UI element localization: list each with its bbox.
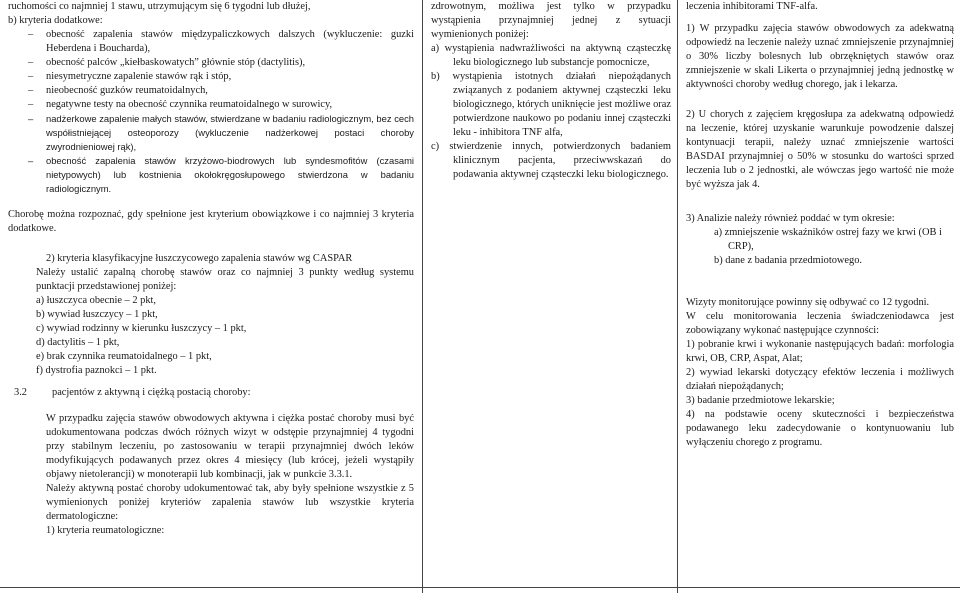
bullet-item: – obecność zapalenia stawów krzyżowo-biodrowych lub syndesmofitów (czasami nietypowych) lub kostnienia okołokręgosłupowego stwierdzona w badaniu radiologicznym.: [8, 154, 414, 196]
caspar-intro: Należy ustalić zapalną chorobę stawów oraz co najmniej 3 punkty według systemu punktacji przedstawionej poniżej:: [36, 267, 414, 292]
caspar-heading: [8, 252, 414, 266]
monitoring-item: 4) na podstawie oceny skuteczności i bezpieczeństwa podawanego leku zadecydowanie o kontynuowaniu lub wyłączeniu chorego z programu.: [686, 409, 954, 448]
monitoring-intro: W celu monitorowania leczenia świadczeniodawca jest zobowiązany wykonać następujące czynności:: [686, 311, 954, 336]
section-number: 3.2: [14, 387, 27, 398]
bullet-item: – obecność palców „kiełbaskowatych” głównie stóp (dactylitis),: [8, 56, 414, 70]
middle-intro: zdrowotnym, możliwa jest tylko w przypadku wystąpienia przynajmniej jednej z sytuacji wymienionych poniżej:: [431, 1, 671, 40]
analysis-heading: 3) Analizie należy również poddać w tym okresie:: [686, 213, 895, 224]
caspar-item: f) dystrofia paznokci – 1 pkt.: [36, 365, 157, 376]
section-3-2-paragraph-2: Należy aktywną postać choroby udokumentować tak, aby były spełnione wszystkie z 5 wymienionych poniżej kryteriów zapalenia stawów lub wszystkie kryteria dermatologiczne:: [46, 483, 414, 522]
rheumatologic-criteria-heading: 1) kryteria reumatologiczne:: [46, 525, 165, 536]
bullet-item: – nadżerkowe zapalenie małych stawów, stwierdzane w badaniu radiologicznym, bez cech współistniejącej osteoporozy (wykluczenie nadżerkowej postaci choroby zwyrodnieniowej rąk),: [8, 112, 414, 154]
right-top-line: leczenia inhibitorami TNF-alfa.: [686, 1, 818, 12]
middle-item-a: a) wystąpienia nadwrażliwości na aktywną cząsteczkę leku biologicznego lub substancje pomocnicze,: [431, 43, 671, 68]
section-title: pacjentów z aktywną i ciężką postacią choroby:: [52, 387, 251, 398]
section-3-2-heading: [8, 386, 414, 400]
caspar-title: kryteria klasyfikacyjne łuszczycowego zapalenia stawów wg CASPAR: [57, 253, 353, 264]
left-column: [0, 0, 420, 538]
caspar-item: d) dactylitis – 1 pkt,: [36, 337, 120, 348]
monitoring-frequency: Wizyty monitorujące powinny się odbywać co 12 tygodni.: [686, 297, 930, 308]
caspar-item: a) łuszczyca obecnie – 2 pkt,: [36, 295, 157, 306]
analysis-item-a: a) zmniejszenie wskaźników ostrej fazy we krwi (OB i CRP),: [714, 227, 942, 252]
top-line: ruchomości co najmniej 1 stawu, utrzymującym się 6 tygodni lub dłużej,: [8, 1, 311, 12]
right-column: [678, 0, 960, 450]
caspar-item: e) brak czynnika reumatoidalnego – 1 pkt,: [36, 351, 212, 362]
bullet-item: – niesymetryczne zapalenie stawów rąk i stóp,: [8, 70, 414, 84]
bottom-rule: [0, 587, 960, 588]
bullet-item: – obecność zapalenia stawów międzypaliczkowych dalszych (wykluczenie: guzki Heberdena i Boucharda),: [8, 28, 414, 56]
monitoring-item: 2) wywiad lekarski dotyczący efektów leczenia i możliwych działań niepożądanych;: [686, 367, 954, 392]
monitoring-item: 1) pobranie krwi i wykonanie następujących badań: morfologia krwi, OB, CRP, Aspat, Alat;: [686, 339, 954, 364]
monitoring-item: 3) badanie przedmiotowe lekarskie;: [686, 395, 835, 406]
middle-column: [422, 0, 678, 593]
section-3-2-paragraph: W przypadku zajęcia stawów obwodowych aktywna i ciężka postać choroby musi być udokumentowana podczas dwóch różnych wizyt w odstępie przynajmniej 4 tygodni przy stabilnym leczeniu, po zastosowaniu w terapii przynajmniej dwóch leków modyfikujących podawanych przez okres 4 miesięcy (lub krócej, jeżeli wystąpiły objawy nietolerancji) w monoterapii lub kombinacji, jak w punkcie 3.3.1.: [46, 413, 414, 480]
response-paragraph-1: 1) W przypadku zajęcia stawów obwodowych za adekwatną odpowiedź na leczenie należy uznać zmniejszenie przynajmniej o 30% liczby bolesnych lub obrzękniętych stawów oraz zmniejszenie w skali Likerta o przynajmniej jedną jednostkę w aktywności choroby według chorego, jak i lekarza.: [686, 23, 954, 90]
caspar-item: c) wywiad rodzinny w kierunku łuszczycy – 1 pkt,: [36, 323, 247, 334]
bullet-item: – nieobecność guzków reumatoidalnych,: [8, 84, 414, 98]
middle-item-c: c) stwierdzenie innych, potwierdzonych badaniem klinicznym pacjenta, przeciwwskazań do podawania aktywnej cząsteczki leku biologicznego.: [431, 141, 671, 180]
middle-item-b: b) wystąpienia istotnych działań niepożądanych związanych z podaniem aktywnej cząsteczki leku biologicznego, których uniknięcie jest możliwe oraz potwierdzone naukowo po podaniu innej cząsteczki leku - inhibitora TNF alfa,: [431, 71, 671, 138]
analysis-item-b: b) dane z badania przedmiotowego.: [714, 255, 863, 266]
response-paragraph-2: 2) U chorych z zajęciem kręgosłupa za adekwatną odpowiedź na leczenie, której uzyskanie warunkuje powodzenie dalszej kontynuacji terapii, należy uznać zmniejszenie wartości BASDAI przynajmniej o 50% w stosunku do wartości sprzed leczenia lub o 2 jednostki, ale wówczas jego wartość nie może być wyższa jak 4.: [686, 109, 954, 190]
criteria-b-heading: b) kryteria dodatkowe:: [8, 15, 103, 26]
caspar-item: b) wywiad łuszczycy – 1 pkt,: [36, 309, 158, 320]
diagnosis-paragraph: Chorobę można rozpoznać, gdy spełnione jest kryterium obowiązkowe i co najmniej 3 kryteria dodatkowe.: [8, 209, 414, 234]
bullet-item: – negatywne testy na obecność czynnika reumatoidalnego w surowicy,: [8, 98, 414, 112]
caspar-number: 2): [46, 253, 55, 264]
